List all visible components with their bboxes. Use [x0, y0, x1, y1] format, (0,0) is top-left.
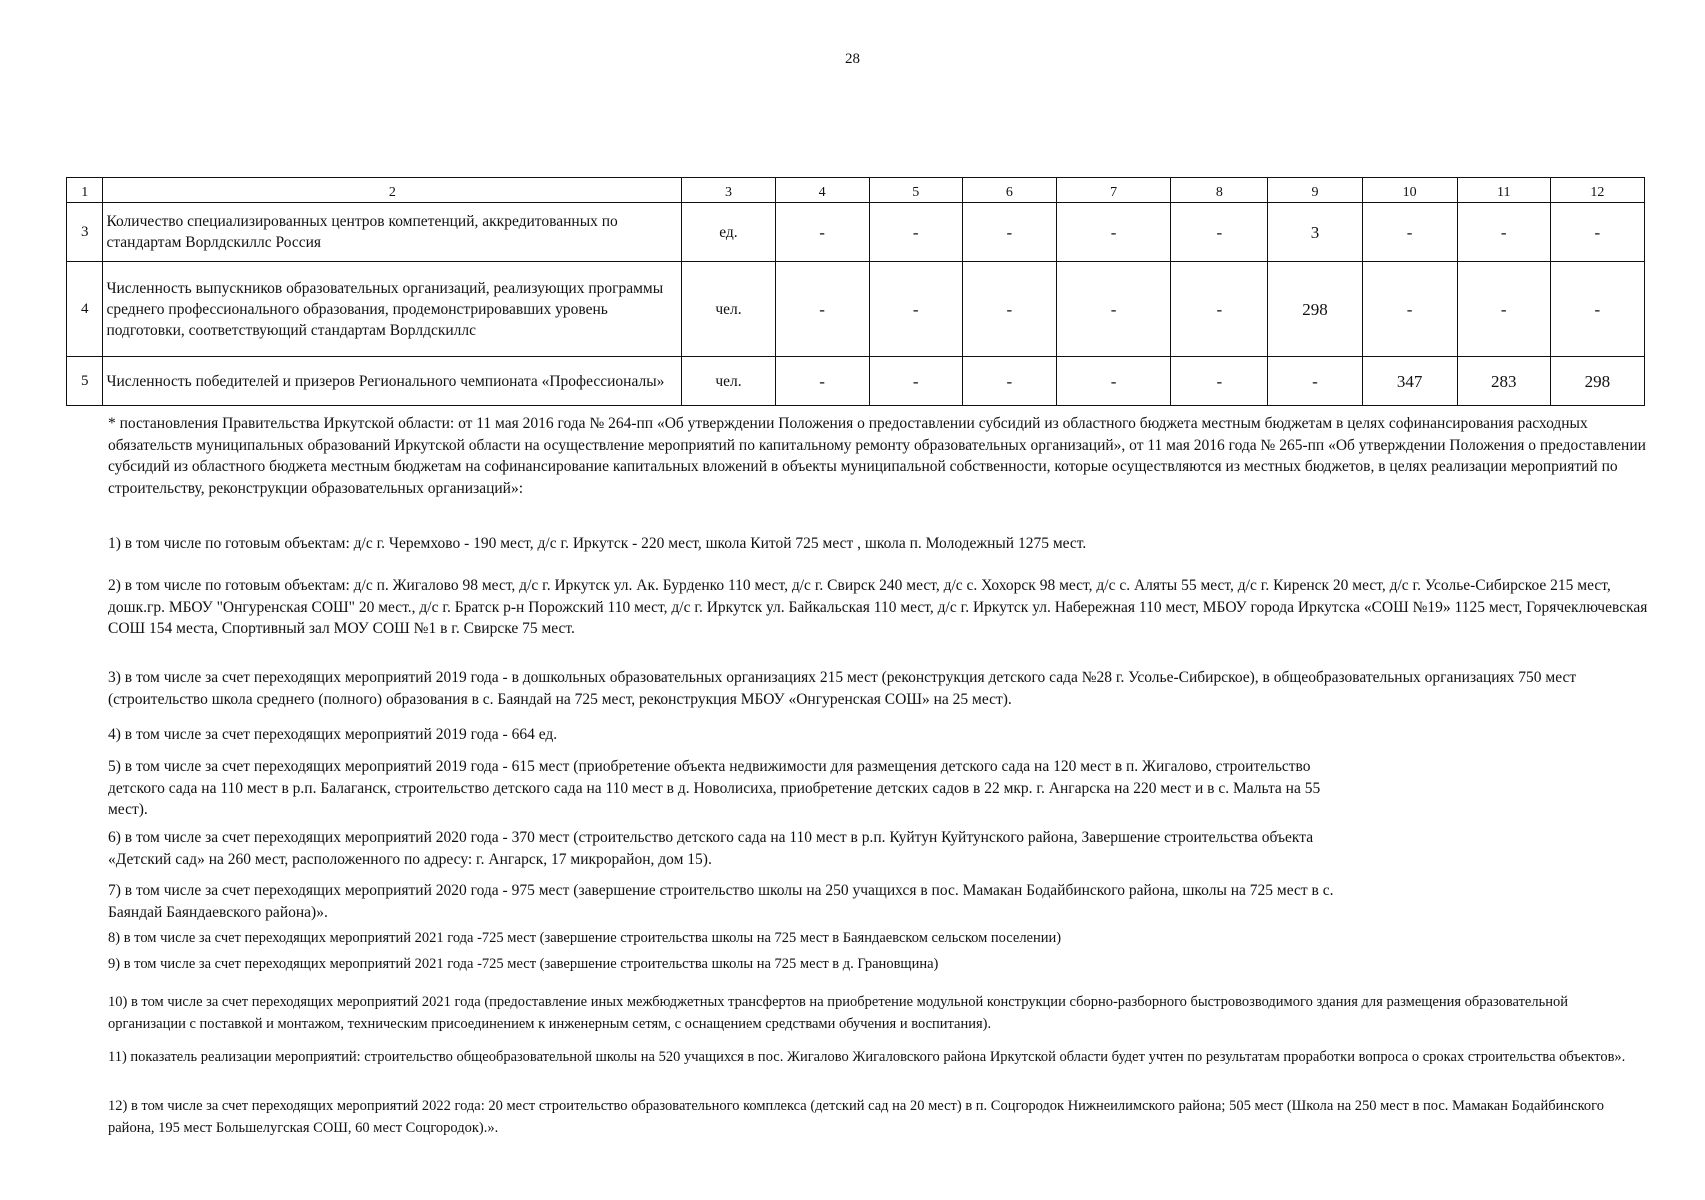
- column-number: 12: [1550, 178, 1644, 203]
- value-cell: -: [869, 262, 962, 357]
- indicators-table: [66, 177, 1645, 406]
- footnote-5: 5) в том числе за счет переходящих мероприятий 2019 года - 615 мест (приобретение объекта недвижимости для размещения детского сада на 120 мест в п. Жигалово, строительство детского сада на 110 мест в р.п. Балаганск, строительство детского сада на 110 мест в д. Новолисиха, приобретение детских садов в 22 мкр. г. Ангарска на 220 мест и в с. Мальта на 55 мест).: [108, 758, 1321, 818]
- column-number: 3: [682, 178, 775, 203]
- value-cell: -: [1056, 262, 1170, 357]
- column-number: 1: [67, 178, 103, 203]
- value-cell: -: [775, 357, 869, 406]
- footnote-12: 12) в том числе за счет переходящих мероприятий 2022 года: 20 мест строительство образовательного комплекса (детский сад на 20 мест) в п. Соцгородок Нижнеилимского района; 505 мест (Школа на 250 мест в пос. Мамакан Бодайбинского района, 195 мест Большелугская СОШ, 60 мест Соцгородок).».: [108, 1098, 1604, 1136]
- row-number: 3: [67, 203, 103, 262]
- footnotes: [108, 413, 1648, 1136]
- value-cell: -: [1550, 262, 1644, 357]
- value-cell: 3: [1268, 203, 1362, 262]
- value-cell: -: [1171, 357, 1268, 406]
- row-number: 5: [67, 357, 103, 406]
- value-cell: 283: [1457, 357, 1550, 406]
- value-cell: -: [1171, 203, 1268, 262]
- unit-cell: ед.: [682, 203, 775, 262]
- value-cell: 298: [1268, 262, 1362, 357]
- column-number: 7: [1056, 178, 1170, 203]
- value-cell: -: [775, 262, 869, 357]
- value-cell: -: [962, 357, 1056, 406]
- value-cell: -: [1362, 262, 1457, 357]
- value-cell: -: [775, 203, 869, 262]
- value-cell: -: [1056, 203, 1170, 262]
- column-number: 2: [103, 178, 682, 203]
- indicator-name: Количество специализированных центров компетенций, аккредитованных по стандартам Ворлдскиллс Россия: [103, 203, 682, 262]
- value-cell: -: [962, 203, 1056, 262]
- table-row: [67, 262, 1645, 357]
- indicator-name: Численность победителей и призеров Регионального чемпионата «Профессионалы»: [103, 357, 682, 406]
- footnote-11: 11) показатель реализации мероприятий: строительство общеобразовательной школы на 520 учащихся в пос. Жигалово Жигаловского района Иркутской области будет учтен по результатам проработки вопроса о сроках строительства объектов».: [108, 1049, 1626, 1065]
- column-number: 10: [1362, 178, 1457, 203]
- unit-cell: чел.: [682, 357, 775, 406]
- footnote-2: 2) в том числе по готовым объектам: д/с п. Жигалово 98 мест, д/с г. Иркутск ул. Ак. Бурденко 110 мест, д/с г. Свирск 240 мест, д/с с. Хохорск 98 мест, д/с с. Аляты 55 мест, д/с г. Киренск 20 мест, д/с г. Усолье-Сибирское 215 мест, дошк.гр. МБОУ "Онгуренская СОШ" 20 мест., д/с г. Братск р-н Порожский 110 мест, д/с г. Иркутск ул. Байкальская 110 мест, д/с г. Иркутск ул. Набережная 110 мест, МБОУ города Иркутска «СОШ №19» 1125 мест, Горячеключевская СОШ 154 места, Спортивный зал МОУ СОШ №1 в г. Свирске 75 мест.: [108, 577, 1648, 637]
- value-cell: 298: [1550, 357, 1644, 406]
- value-cell: -: [1550, 203, 1644, 262]
- footnote-1: 1) в том числе по готовым объектам: д/с г. Черемхово - 190 мест, д/с г. Иркутск - 220 мест, школа Китой 725 мест , школа п. Молодежный 1275 мест.: [108, 535, 1087, 552]
- value-cell: 347: [1362, 357, 1457, 406]
- column-number: 11: [1457, 178, 1550, 203]
- unit-cell: чел.: [682, 262, 775, 357]
- footnote-3: 3) в том числе за счет переходящих мероприятий 2019 года - в дошкольных образовательных организациях 215 мест (реконструкция детского сада №28 г. Усолье-Сибирское), в общеобразовательных организациях 750 мест (строительство школа среднего (полного) образования в с. Баяндай на 725 мест, реконструкция МБОУ «Онгуренская СОШ» на 25 мест).: [108, 669, 1577, 708]
- footnote-7: 7) в том числе за счет переходящих мероприятий 2020 года - 975 мест (завершение строительство школы на 250 учащихся в пос. Мамакан Бодайбинского района, школы на 725 мест в с. Баяндай Баяндаевского района)».: [108, 882, 1334, 921]
- footnote-8: 8) в том числе за счет переходящих мероприятий 2021 года -725 мест (завершение строительства школы на 725 мест в Баяндаевском сельском поселении): [108, 930, 1062, 946]
- column-number: 9: [1268, 178, 1362, 203]
- value-cell: -: [1457, 262, 1550, 357]
- indicator-name: Численность выпускников образовательных организаций, реализующих программы среднего профессионального образования, продемонстрировавших уровень подготовки, соответствующий стандартам Ворлдскиллс: [103, 262, 682, 357]
- table-row: [67, 203, 1645, 262]
- value-cell: -: [1056, 357, 1170, 406]
- value-cell: -: [962, 262, 1056, 357]
- column-number: 6: [962, 178, 1056, 203]
- column-number: 5: [869, 178, 962, 203]
- column-number: 8: [1171, 178, 1268, 203]
- value-cell: -: [869, 357, 962, 406]
- value-cell: -: [1362, 203, 1457, 262]
- row-number: 4: [67, 262, 103, 357]
- footnote-intro: * постановления Правительства Иркутской области: от 11 мая 2016 года № 264-пп «Об утверждении Положения о предоставлении субсидий из областного бюджета местным бюджетам в целях софинансирования расходных обязательств муниципальных образований Иркутской области на осуществление мероприятий по капитальному ремонту образовательных организаций», от 11 мая 2016 года № 265-пп «Об утверждении Положения о предоставлении субсидий из областного бюджета местным бюджетам на софинансирование капитальных вложений в объекты муниципальной собственности, которые осуществляются из местных бюджетов, в целях реализации мероприятий по строительству, реконструкции образовательных организаций»:: [108, 415, 1646, 497]
- column-number-row: [67, 178, 1645, 203]
- value-cell: -: [1268, 357, 1362, 406]
- page-number: 28: [845, 51, 860, 67]
- footnote-9: 9) в том числе за счет переходящих мероприятий 2021 года -725 мест (завершение строительства школы на 725 мест в д. Грановщина): [108, 956, 939, 972]
- footnote-6: 6) в том числе за счет переходящих мероприятий 2020 года - 370 мест (строительство детского сада на 110 мест в р.п. Куйтун Куйтунского района, Завершение строительства объекта «Детский сад» на 260 мест, расположенного по адресу: г. Ангарск, 17 микрорайон, дом 15).: [108, 829, 1314, 868]
- footnote-10: 10) в том числе за счет переходящих мероприятий 2021 года (предоставление иных межбюджетных трансфертов на приобретение модульной конструкции сборно-разборного быстровозводимого здания для размещения образовательной организации с поставкой и монтажом, техническим присоединением к инженерным сетям, с оснащением средствами обучения и воспитания).: [108, 994, 1568, 1032]
- footnote-4: 4) в том числе за счет переходящих мероприятий 2019 года - 664 ед.: [108, 726, 558, 743]
- value-cell: -: [1171, 262, 1268, 357]
- column-number: 4: [775, 178, 869, 203]
- value-cell: -: [869, 203, 962, 262]
- table-row: [67, 357, 1645, 406]
- value-cell: -: [1457, 203, 1550, 262]
